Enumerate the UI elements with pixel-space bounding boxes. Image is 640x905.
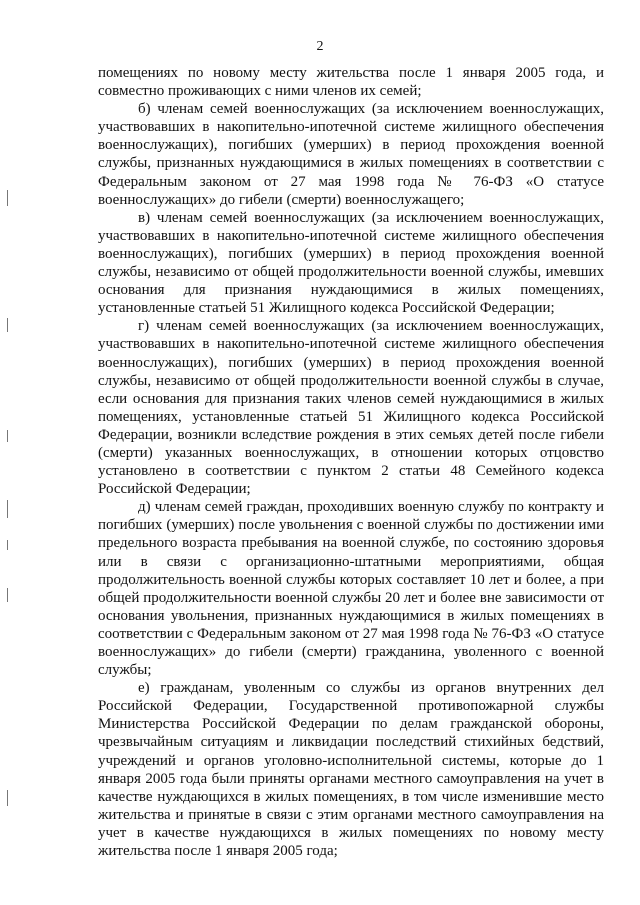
document-body [98,64,604,860]
paragraph-g: г) членам семей военнослужащих (за исключением военнослужащих, участвовавших в накопительно-ипотечной системе жилищного обеспечения военнослужащих), погибших (умерших) в период прохождения военной службы, независимо от общей продолжительности военной службы в случае, если основания для признания таких членов семей нуждающимися в жилых помещениях, установленные статьей 51 Жилищного кодекса Российской Федерации, возникли вследствие рождения в этих семьях детей после гибели (смерти) указанных военнослужащих, в отношении которых отцовство установлено в соответствии с пунктом 2 статьи 48 Семейного кодекса Российской Федерации; [98,318,604,498]
scan-edge-mark [7,190,8,206]
paragraph-b: б) членам семей военнослужащих (за исключением военнослужащих, участвовавших в накопительно-ипотечной системе жилищного обеспечения военнослужащих), погибших (умерших) в период прохождения военной службы, признанных нуждающимися в жилых помещениях в соответствии с Федеральным законом от 27 мая 1998 года № 76-ФЗ «О статусе военнослужащих» до гибели (смерти) военнослужащего; [98,101,604,208]
scan-edge-mark [7,430,8,442]
paragraph-d: д) членам семей граждан, проходивших военную службу по контракту и погибших (умерших) после увольнения с военной службы по достижении ими предельного возраста пребывания на военной службе, по состоянию здоровья или в связи с организационно-штатными мероприятиями, общая продолжительность военной службы которых составляет 10 лет и более, а при общей продолжительности военной службы 20 лет и более вне зависимости от основания увольнения, признанных нуждающимися в жилых помещениях в соответствии с Федеральным законом от 27 мая 1998 года № 76-ФЗ «О статусе военнослужащих» до гибели (смерти) гражданина, уволенного с военной службы; [98,499,604,679]
scan-edge-mark [7,540,8,550]
page-number: 2 [316,39,324,54]
scan-edge-mark [7,500,8,518]
scan-edge-mark [7,790,8,806]
paragraph-v: в) членам семей военнослужащих (за исключением военнослужащих, участвовавших в накопительно-ипотечной системе жилищного обеспечения военнослужащих), погибших (умерших) в период прохождения военной службы, независимо от общей продолжительности военной службы, имевших основания для признания нуждающимися в жилых помещениях, установленные статьей 51 Жилищного кодекса Российской Федерации; [98,209,604,317]
paragraph-e: е) гражданам, уволенным со службы из органов внутренних дел Российской Федерации, Государственной противопожарной службы Министерства Российской Федерации по делам гражданской обороны, чрезвычайным ситуациям и ликвидации последствий стихийных бедствий, учреждений и органов уголовно-исполнительной системы, которые до 1 января 2005 года были приняты органами местного самоуправления на учет в качестве нуждающихся в жилых помещениях, в том числе изменившие место жительства и принятые в связи с этим органами местного самоуправления на учет в качестве нуждающихся в жилых помещениях по новому месту жительства после 1 января 2005 года; [98,680,604,860]
scan-edge-mark [7,588,8,602]
paragraph-continuation: помещениях по новому месту жительства после 1 января 2005 года, и совместно проживающих с ними членов их семей; [98,65,604,100]
scan-edge-mark [7,318,8,332]
